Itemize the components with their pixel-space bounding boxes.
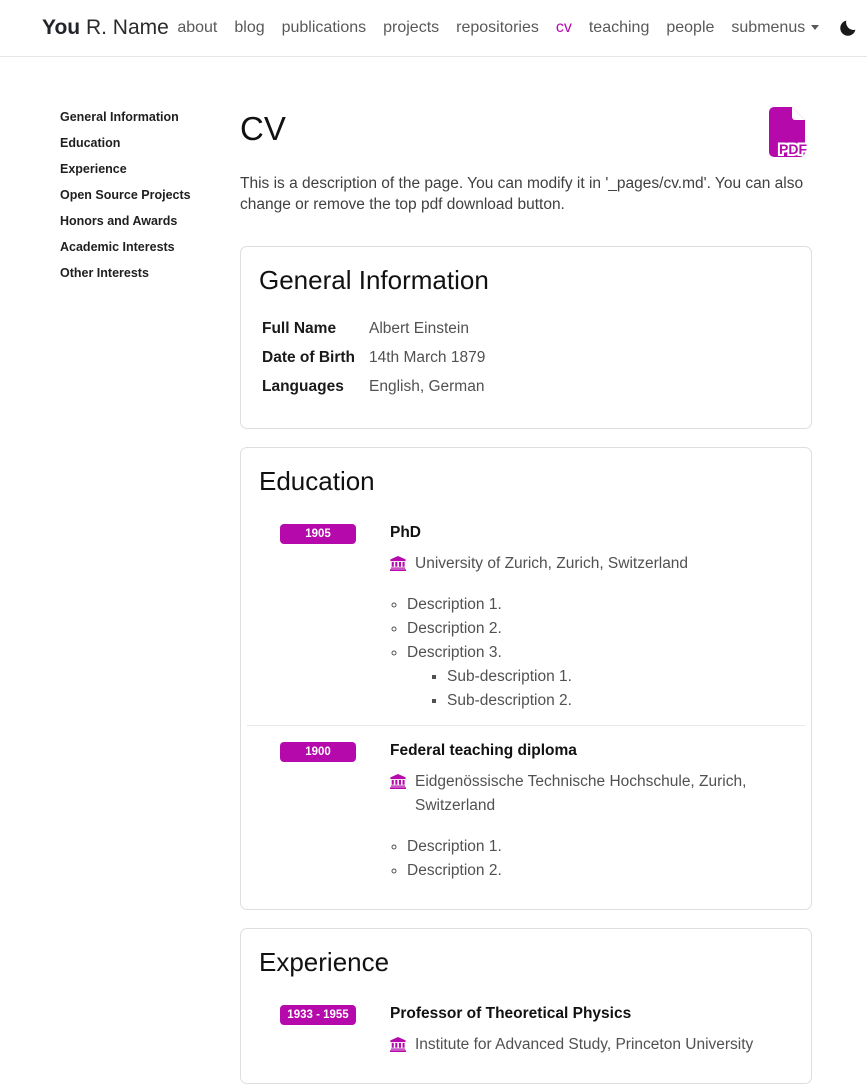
institution-text: University of Zurich, Zurich, Switzerland [415,555,689,572]
sub-description-list [407,665,793,713]
sidebar-item-academic-interests[interactable]: Academic Interests [60,240,175,254]
sections [240,246,812,1084]
nav-item-publications[interactable]: publications [281,19,367,36]
info-value: 14th March 1879 [369,349,486,366]
entry-institution [390,1033,793,1057]
section-title: General Information [259,265,489,295]
info-value: Albert Einstein [369,320,469,337]
info-label: Full Name [262,320,337,337]
info-table [259,315,793,402]
institution-text: Eidgenössische Technische Hochschule, Zurich, Switzerland [415,773,747,814]
site-brand[interactable] [42,16,169,40]
university-icon [390,556,406,571]
info-row [259,373,793,402]
page-header [240,110,812,159]
timeline-year-badge: 1933 - 1955 [280,1005,356,1025]
year-column [259,1003,390,1057]
nav-item-cv[interactable]: cv [555,19,572,36]
section-title: Experience [259,947,390,977]
nav-item-projects[interactable]: projects [383,19,440,36]
entry-institution [390,552,793,576]
pdf-download-button[interactable] [766,107,812,159]
info-row [259,344,793,373]
entry-content [390,740,793,883]
year-column [259,740,390,883]
section-card-education [240,447,812,910]
page-title: CV [240,110,286,147]
section-title: Education [259,466,375,496]
institution-text: Institute for Advanced Study, Princeton University [415,1036,754,1053]
sidebar-item-experience[interactable]: Experience [60,162,127,176]
nav-item-people[interactable]: people [666,19,715,36]
description-item: ◦ Description 3. ▪ Sub-description 1. ▪ Sub-description 2. [407,641,793,713]
entry-content [390,1003,793,1057]
dark-mode-toggle[interactable] [828,18,858,38]
timeline-year-badge: 1900 [280,742,356,762]
timeline-year-badge: 1905 [280,524,356,544]
university-icon-wrap [390,556,406,571]
info-row [259,315,793,344]
description-item: ◦ Description 1. [407,835,793,859]
sidebar [60,104,230,286]
description-item: ◦ Description 2. [407,617,793,641]
moon-icon [838,18,858,38]
nav-item-about[interactable]: about [177,19,218,36]
navbar [0,0,867,57]
sidebar-item-honors-and-awards[interactable]: Honors and Awards [60,214,178,228]
description-list [390,835,793,883]
sub-description-item: ▪ Sub-description 2. [447,689,793,713]
timeline-entry [259,740,793,883]
university-icon [390,774,406,789]
nav-item-teaching[interactable]: teaching [588,19,650,36]
info-value: English, German [369,378,485,395]
timeline-entry [259,1003,793,1057]
nav-item-repositories[interactable]: repositories [456,19,539,36]
entry-divider [247,725,805,726]
section-card-experience [240,928,812,1084]
sidebar-item-other-interests[interactable]: Other Interests [60,266,149,280]
nav-item-submenus[interactable]: submenus [723,19,828,37]
entry-title: Professor of Theoretical Physics [390,1005,632,1022]
page-description: This is a description of the page. You can modify it in '_pages/cv.md'. You can also change or remove the top pdf download button. [240,175,804,213]
entry-title: PhD [390,524,421,541]
nav-links [169,19,828,37]
sidebar-item-open-source-projects[interactable]: Open Source Projects [60,188,191,202]
university-icon [390,1037,406,1052]
section-card-general-information [240,246,812,429]
nav-item-blog[interactable]: blog [234,19,265,36]
entry-title: Federal teaching diploma [390,742,577,759]
year-column [259,522,390,713]
brand-last-name: R. Name [85,16,169,39]
entry-institution [390,770,793,818]
university-icon-wrap [390,1037,406,1052]
pdf-file-icon [766,107,812,159]
description-list [390,593,793,713]
sidebar-item-general-information[interactable]: General Information [60,110,179,124]
caret-down-icon [811,25,819,30]
entry-content [390,522,793,713]
info-label: Languages [262,378,344,395]
sub-description-item: ▪ Sub-description 1. [447,665,793,689]
description-item: ◦ Description 1. [407,593,793,617]
timeline-entry [259,522,793,713]
brand-first-name: You [42,16,81,39]
sidebar-item-education[interactable]: Education [60,136,121,150]
pdf-icon-label: PDF [779,141,807,157]
description-item: ◦ Description 2. [407,859,793,883]
university-icon-wrap [390,774,406,789]
info-label: Date of Birth [262,349,355,366]
main-content [240,110,812,1084]
